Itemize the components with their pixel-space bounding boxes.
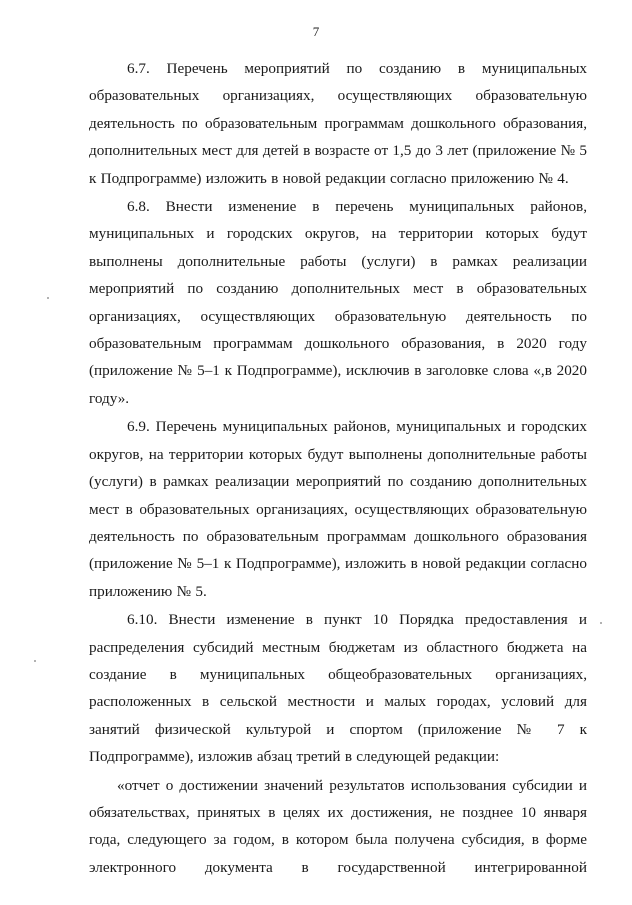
paragraph-6-9: 6.9. Перечень муниципальных районов, муниципальных и городских округов, на территории которых будут выполнены дополнительные работы (услуги) в рамках реализации мероприятий по созданию дополнительных мест в образовательных организациях, осуществляющих образовательную деятельность по образовательным программам дошкольного образования (приложение № 5–1 к Подпрограмме), изложить в новой редакции согласно приложению № 5.: [89, 418, 587, 600]
page-number: 7: [312, 24, 320, 39]
scan-speck: [34, 660, 36, 662]
scan-speck: [47, 297, 49, 299]
paragraph-6-8: 6.8. Внести изменение в перечень муниципальных районов, муниципальных и городских округов, на территории которых будут выполнены дополнительные работы (услуги) в рамках реализации мероприятий по созданию дополнительных мест в образовательных организациях, осуществляющих образовательную деятельность по образовательным программам дошкольного образования, в 2020 году (приложение № 5–1 к Подпрограмме), исключив в заголовке слова «,в 2020 году».: [89, 198, 587, 407]
quoted-paragraph: «отчет о достижении значений результатов использования субсидии и обязательствах, принятых в целях их достижения, не позднее 10 января года, следующего за годом, в котором была получена субсидия, в форме электронного документа в государственной интегрированной: [89, 776, 587, 876]
scan-speck: [600, 622, 602, 624]
document-body: [89, 55, 587, 881]
paragraph-6-10: 6.10. Внести изменение в пункт 10 Порядка предоставления и распределения субсидий местным бюджетам из областного бюджета на создание в муниципальных общеобразовательных организациях, расположенных в сельской местности и малых городах, условий для занятий физической культурой и спортом (приложение № 7 к Подпрограмме), изложив абзац третий в следующей редакции:: [89, 611, 587, 766]
paragraph-6-7: 6.7. Перечень мероприятий по созданию в муниципальных образовательных организациях, осуществляющих образовательную деятельность по образовательным программам дошкольного образования, дополнительных мест для детей в возрасте от 1,5 до 3 лет (приложение № 5 к Подпрограмме) изложить в новой редакции согласно приложению № 4.: [89, 60, 587, 187]
